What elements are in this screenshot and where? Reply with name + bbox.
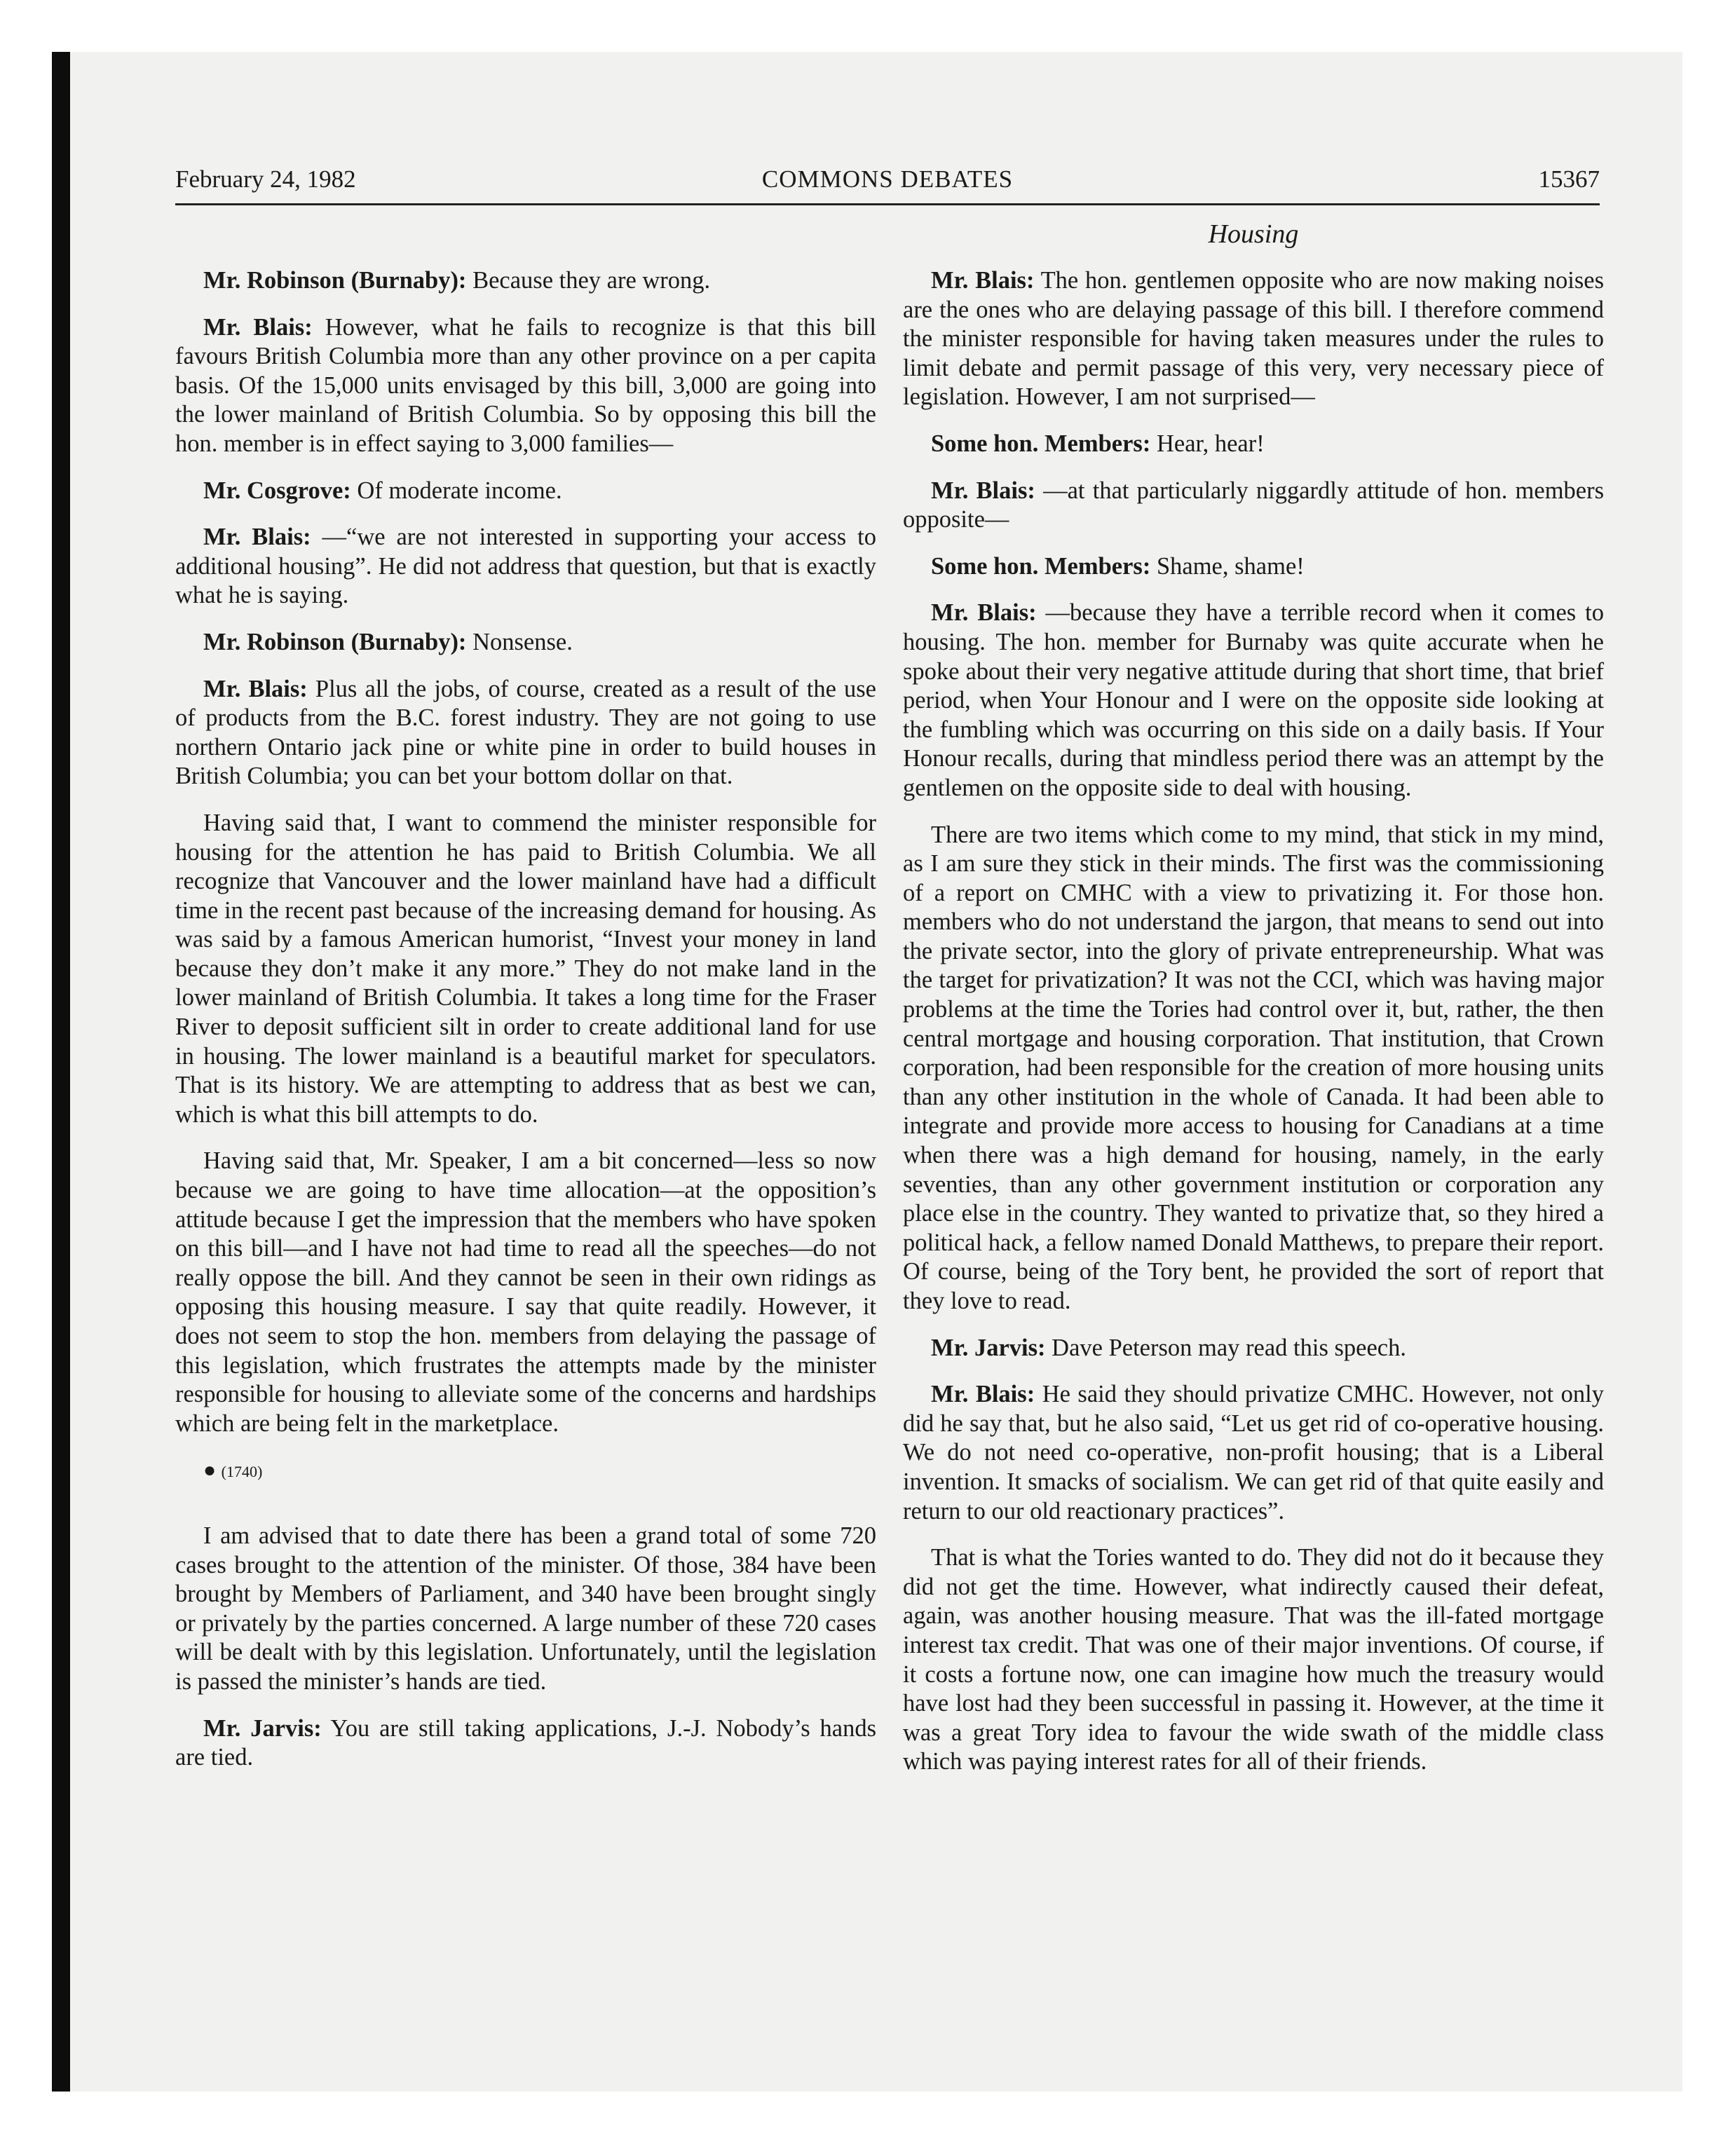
speech-text: —because they have a terrible record when it comes to housing. The hon. member for Burnaby was quite accurate when he spoke about their very negative attitude during that short time, that brief period, when Your Honour and I were on the opposite side looking at the fumbling which was occurring on this side on a daily basis. If Your Honour recalls, during that mindless period there was an attempt by the gentlemen on the opposite side to deal with housing. — [903, 599, 1604, 801]
debate-paragraph — [903, 1543, 1604, 1777]
header-title: COMMONS DEBATES — [761, 165, 1014, 193]
speech-text: —“we are not interested in supporting your access to additional housing”. He did not address that question, but that is exactly what he is saying. — [175, 524, 876, 609]
speech-text: I am advised that to date there has been a grand total of some 720 cases brought to the attention of the minister. Of those, 384 have been brought by Members of Parliament, and 340 have been brought singly or privately by the parties concerned. A large number of these 720 cases will be dealt with by this legislation. Unfortunately, until the legislation is passed the minister’s hands are tied. — [175, 1522, 876, 1695]
speech-text: There are two items which come to my mind, that stick in my mind, as I am sure they stick in their minds. The first was the commissioning of a report on CMHC with a view to privatizing it. For those hon. members who do not understand the jargon, that means to send out into the private sector, into the glory of private entrepreneurship. What was the target for privatization? It was not the CCI, which was having major problems at the time the Tories had control over it, but, rather, the then central mortgage and housing corporation. That institution, that Crown corporation, had been responsible for the creation of more housing units than any other institution in the whole of Canada. It had been able to integrate and provide more access to housing for Canadians at a time when there was a high demand for housing, namely, in the early seventies, than any other government institution or corporation any place else in the country. They wanted to privatize that, so they hired a political hack, a fellow named Donald Matthews, to prepare their report. Of course, being of the Tory bent, he provided the sort of report that they love to read. — [903, 821, 1604, 1314]
debate-paragraph — [175, 266, 876, 296]
speaker-name: Mr. Jarvis: — [203, 1714, 322, 1742]
speaker-name: Mr. Blais: — [203, 524, 311, 551]
bullet-icon: ● — [203, 1459, 222, 1482]
section-heading: Housing — [1208, 219, 1299, 249]
debate-paragraph — [175, 675, 876, 791]
debate-paragraph — [903, 821, 1604, 1316]
speech-text: —at that particularly niggardly attitude of hon. members opposite— — [903, 477, 1605, 533]
speech-text: Having said that, I want to commend the minister responsible for housing for the attention he has paid to British Columbia. We all recognize that Vancouver and the lower mainland have had a difficult time in the recent past because of the increasing demand for housing. As was said by a famous American humorist, “Invest your money in land because they don’t make it any more.” They do not make land in the lower mainland of British Columbia. It takes a long time for the Fraser River to deposit sufficient silt in order to create additional land for use in housing. The lower mainland is a beautiful market for speculators. That is its history. We are attempting to address that as best we can, which is what this bill attempts to do. — [175, 809, 876, 1128]
debate-paragraph — [175, 477, 876, 506]
debate-paragraph — [903, 552, 1604, 582]
speech-text: Because they are wrong. — [466, 267, 711, 294]
debate-paragraph — [175, 523, 876, 610]
speaker-name: Mr. Cosgrove: — [203, 477, 351, 504]
debate-paragraph — [903, 266, 1604, 412]
speech-text: The hon. gentlemen opposite who are now making noises are the ones who are delaying passage of this bill. I therefore commend the minister responsible for having taken measures under the rules to limit debate and permit passage of this very, very necessary piece of legislation. However, I am not surprised— — [903, 267, 1604, 411]
speech-text: However, what he fails to recognize is that this bill favours British Columbia more than any other province on a per capita basis. Of the 15,000 units envisaged by this bill, 3,000 are going into the lower mainland of British Columbia. So by opposing this bill the hon. member is in effect saying to 3,000 families— — [175, 313, 877, 457]
speech-text: He said they should privatize CMHC. However, not only did he say that, but he also said, “Let us get rid of co-operative housing. We do not need co-operative, non-profit housing; that is a Liberal invention. It smacks of socialism. We can get rid of that quite easily and return to our old reactionary practices”. — [903, 1381, 1604, 1524]
speech-text: Plus all the jobs, of course, created as a result of the use of products from the B.C. forest industry. They are not going to use northern Ontario jack pine or white pine in order to build houses in British Columbia; you can bet your bottom dollar on that. — [175, 675, 876, 790]
speech-text: You are still taking applications, J.-J. Nobody’s hands are tied. — [175, 1714, 876, 1771]
speaker-name: Mr. Blais: — [931, 599, 1037, 627]
debate-paragraph — [175, 628, 876, 657]
debate-paragraph — [175, 809, 876, 1130]
speech-text: That is what the Tories wanted to do. They did not do it because they did not get the time. However, what indirectly caused their defeat, again, was another housing measure. That was the ill-fated mortgage interest tax credit. That was one of their major inventions. Of course, if it costs a fortune now, one can imagine how much the treasury would have lost had they been successful in passing it. However, at the time it was a great Tory idea to favour the wide swath of the middle class which was paying interest rates for all of their friends. — [903, 1544, 1604, 1775]
scan-edge-shadow — [52, 52, 70, 2092]
debate-paragraph — [903, 1334, 1604, 1363]
speech-text: Of moderate income. — [351, 477, 562, 504]
speech-text: Having said that, Mr. Speaker, I am a bit concerned—less so now because we are going to have time allocation—at the opposition’s attitude because I get the impression that the members who have spoken on this bill—and I have not had time to read all the speeches—do not really oppose the bill. And they cannot be seen in their own ridings as opposing this housing measure. I say that quite readily. However, it does not seem to stop the hon. members from delaying the passage of this legislation, which frustrates the attempts made by the minister responsible for housing to alleviate some of the concerns and hardships which are being felt in the marketplace. — [175, 1147, 876, 1437]
debate-paragraph — [175, 313, 876, 459]
page-number: 15367 — [1538, 165, 1600, 193]
debate-paragraph — [903, 599, 1604, 803]
debate-paragraph — [175, 1522, 876, 1697]
time-marker — [175, 1456, 876, 1487]
speaker-name: Mr. Jarvis: — [931, 1334, 1046, 1361]
speaker-name: Some hon. Members: — [931, 430, 1151, 457]
speaker-name: Mr. Blais: — [931, 267, 1035, 294]
speaker-name: Mr. Blais: — [203, 313, 313, 341]
debate-paragraph — [903, 430, 1604, 459]
debate-paragraph — [903, 1380, 1604, 1526]
speech-text: Dave Peterson may read this speech. — [1045, 1334, 1406, 1361]
debate-paragraph — [175, 1714, 876, 1773]
header-date: February 24, 1982 — [175, 165, 356, 193]
speaker-name: Mr. Blais: — [931, 1381, 1035, 1408]
right-column — [903, 266, 1604, 1794]
debate-paragraph — [175, 1147, 876, 1438]
header-rule — [175, 203, 1600, 205]
speech-text: Shame, shame! — [1150, 552, 1305, 580]
speaker-name: Mr. Robinson (Burnaby): — [203, 267, 467, 294]
speaker-name: Mr. Blais: — [203, 675, 308, 702]
speaker-name: Mr. Robinson (Burnaby): — [203, 628, 467, 655]
speaker-name: Some hon. Members: — [931, 552, 1151, 580]
speaker-name: Mr. Blais: — [931, 477, 1035, 504]
left-column — [175, 266, 876, 1790]
debate-paragraph — [903, 477, 1604, 535]
running-header — [175, 165, 1600, 199]
speech-text: Hear, hear! — [1150, 430, 1265, 457]
time-marker-text: (1740) — [221, 1463, 263, 1481]
speech-text: Nonsense. — [466, 628, 573, 655]
